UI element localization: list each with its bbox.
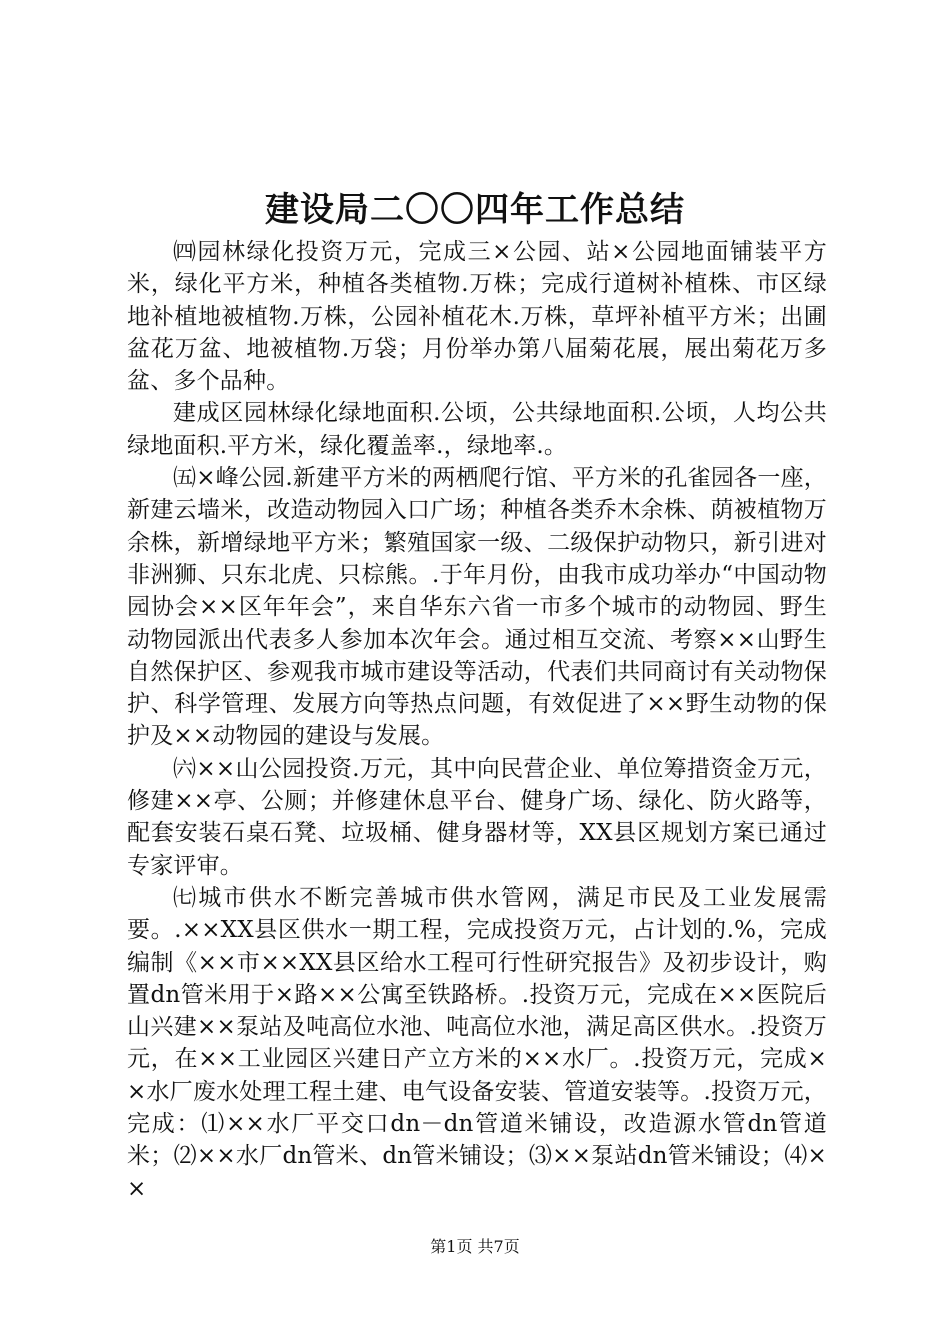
page-number-footer: 第1页 共7页: [430, 1237, 520, 1256]
document-body: [127, 236, 827, 1205]
paragraph-green-area-stats: 建成区园林绿化绿地面积.公顷，公共绿地面积.公顷，人均公共绿地面积.平方米，绿化覆盖率.，绿地率.。: [127, 400, 827, 459]
paragraph-garden-greening: ㈣园林绿化投资万元，完成三×公园、站×公园地面铺装平方米，绿化平方米，种植各类植物.万株；完成行道树补植株、市区绿地补植地被植物.万株，公园补植花木.万株，草坪补植平方米；出圃盆花万盆、地被植物.万袋；月份举办第八届菊花展，展出菊花万多盆、多个品种。: [127, 239, 827, 395]
document-title: 建设局二〇〇四年工作总结: [265, 190, 685, 230]
paragraph-feng-park: ㈤×峰公园.新建平方米的两栖爬行馆、平方米的孔雀园各一座，新建云墙米，改造动物园入口广场；种植各类乔木余株、荫被植物万余株，新增绿地平方米；繁殖国家一级、二级保护动物只，新引进对非洲狮、只东北虎、只棕熊。.于年月份，由我市成功举办“中国动物园协会××区年年会”，来自华东六省一市多个城市的动物园、野生动物园派出代表多人参加本次年会。通过相互交流、考察××山野生自然保护区、参观我市城市建设等活动，代表们共同商讨有关动物保护、科学管理、发展方向等热点问题，有效促进了××野生动物的保护及××动物园的建设与发展。: [127, 465, 827, 750]
paragraph-mountain-park: ㈥××山公园投资.万元，其中向民营企业、单位筹措资金万元，修建××亭、公厕；并修建休息平台、健身广场、绿化、防火路等，配套安装石桌石凳、垃圾桶、健身器材等，XX县区规划方案已通过专家评审。: [127, 755, 827, 879]
paragraph-water-supply: ㈦城市供水不断完善城市供水管网，满足市民及工业发展需要。.××XX县区供水一期工程，完成投资万元，占计划的.%，完成编制《××市××XX县区给水工程可行性研究报告》及初步设计，购置dn管米用于×路××公寓至铁路桥。.投资万元，完成在××医院后山兴建××泵站及吨高位水池、吨高位水池，满足高区供水。.投资万元，在××工业园区兴建日产立方米的××水厂。.投资万元，完成××水厂废水处理工程土建、电气设备安装、管道安装等。.投资万元，完成：⑴××水厂平交口dn－dn管道米铺设，改造源水管dn管道米；⑵××水厂dn管米、dn管米铺设；⑶××泵站dn管米铺设；⑷××: [127, 884, 827, 1202]
